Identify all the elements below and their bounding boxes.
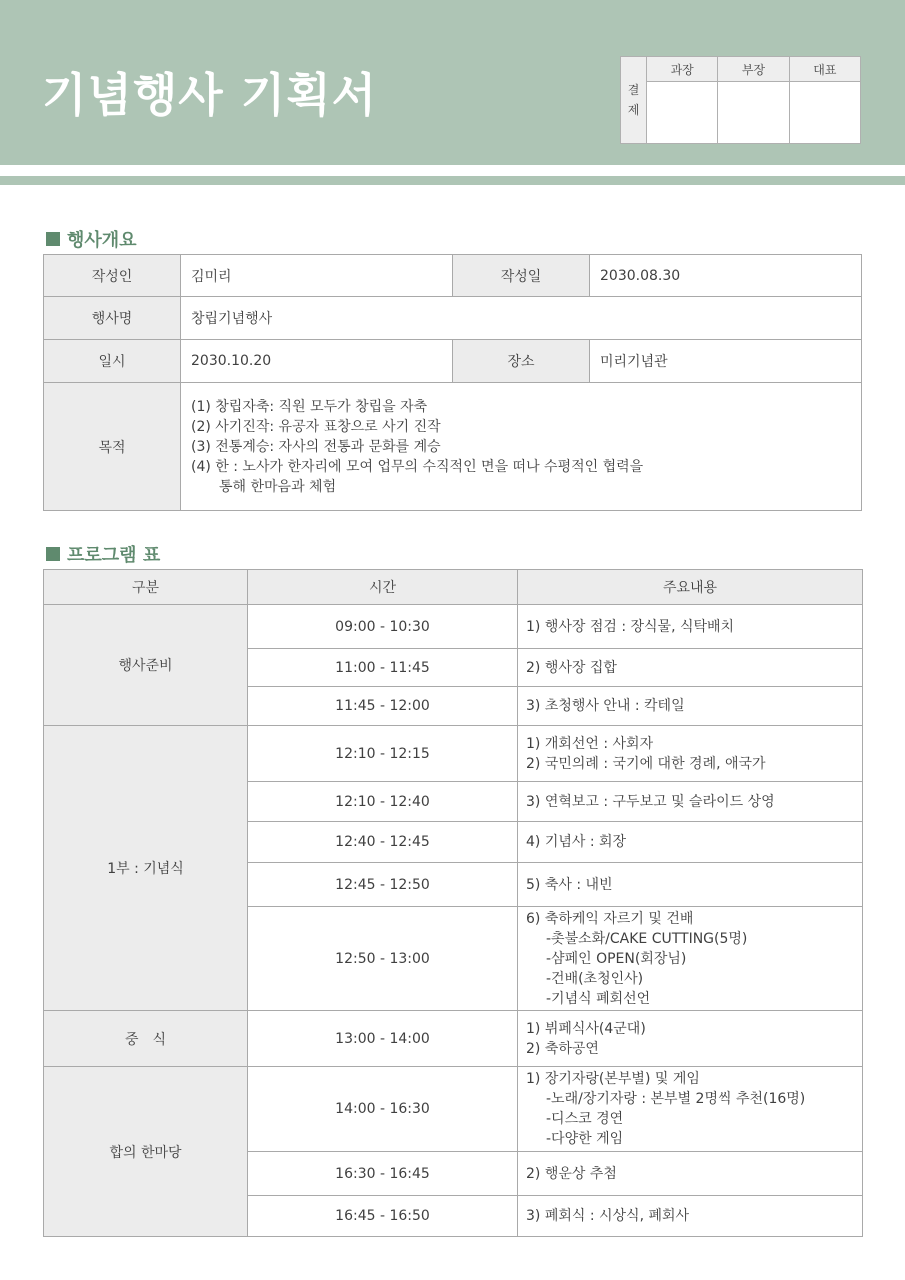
approval-box: [620, 56, 861, 144]
program-header-content: 주요내용: [518, 570, 863, 605]
content-cell: [518, 1196, 863, 1237]
purpose-item: (1) 창립자축: 직원 모두가 창립을 자축: [191, 398, 428, 415]
content-cell: [518, 1067, 863, 1152]
section-title-program: [46, 541, 160, 567]
approval-label-2: 제: [627, 103, 640, 117]
place-label: 장소: [453, 340, 590, 383]
category-cell: 행사준비: [44, 605, 248, 726]
program-table: [43, 569, 863, 1237]
content-line: -노래/장기자랑 : 본부별 2명씩 추천(16명): [546, 1091, 806, 1107]
time-cell: 16:30 - 16:45: [248, 1152, 518, 1196]
content-cell: [518, 1011, 863, 1067]
time-cell: 14:00 - 16:30: [248, 1067, 518, 1152]
content-line: 2) 축하공연: [526, 1040, 599, 1057]
approval-col-ceo: 대표: [789, 57, 860, 82]
square-bullet-icon: [46, 547, 60, 561]
purpose-item: (3) 전통계승: 자사의 전통과 문화를 계승: [191, 438, 441, 455]
event-name-label: 행사명: [44, 297, 181, 340]
content-cell: [518, 907, 863, 1011]
when-value: 2030.10.20: [181, 340, 453, 383]
table-row: [44, 1067, 863, 1152]
purpose-list: [181, 383, 862, 511]
content-line: 6) 축하케익 자르기 및 건배: [526, 910, 694, 927]
content-line: -기념식 폐회선언: [546, 990, 651, 1007]
time-cell: 12:50 - 13:00: [248, 907, 518, 1011]
category-cell: 1부 : 기념식: [44, 726, 248, 1011]
content-line: 3) 폐회식 : 시상식, 폐회사: [526, 1208, 690, 1224]
content-cell: [518, 649, 863, 687]
approval-sign-director[interactable]: [718, 82, 789, 144]
section-title-text: 행사개요: [67, 230, 137, 251]
content-cell: [518, 782, 863, 822]
purpose-item: 통해 한마음과 체험: [219, 478, 337, 495]
content-line: 2) 행운상 추첨: [526, 1165, 617, 1182]
time-cell: 12:10 - 12:15: [248, 726, 518, 782]
when-label: 일시: [44, 340, 181, 383]
date-value: 2030.08.30: [590, 255, 862, 297]
time-cell: 11:45 - 12:00: [248, 687, 518, 726]
content-line: 5) 축사 : 내빈: [526, 876, 613, 893]
approval-col-manager: 과장: [647, 57, 718, 82]
program-header-time: 시간: [248, 570, 518, 605]
content-line: 3) 초청행사 안내 : 칵테일: [526, 698, 685, 714]
purpose-item: (2) 사기진작: 유공자 표창으로 사기 진작: [191, 418, 441, 435]
content-line: 1) 행사장 점검 : 장식물, 식탁배치: [526, 618, 735, 635]
content-cell: [518, 822, 863, 863]
content-line: 1) 장기자랑(본부별) 및 게임: [526, 1071, 700, 1087]
category-cell: 합의 한마당: [44, 1067, 248, 1237]
time-cell: 13:00 - 14:00: [248, 1011, 518, 1067]
approval-col-director: 부장: [718, 57, 789, 82]
purpose-label: 목적: [44, 383, 181, 511]
time-cell: 09:00 - 10:30: [248, 605, 518, 649]
content-cell: [518, 1152, 863, 1196]
time-cell: 12:10 - 12:40: [248, 782, 518, 822]
table-row: [44, 726, 863, 782]
header-divider: [0, 176, 905, 185]
approval-label: [621, 57, 647, 144]
date-label: 작성일: [453, 255, 590, 297]
content-line: -디스코 경연: [546, 1111, 624, 1127]
section-title-overview: [46, 226, 137, 252]
time-cell: 12:40 - 12:45: [248, 822, 518, 863]
content-line: 1) 개회선언 : 사회자: [526, 735, 654, 752]
content-cell: [518, 726, 863, 782]
content-line: 2) 행사장 집합: [526, 659, 617, 676]
program-header-category: 구분: [44, 570, 248, 605]
section-title-text: 프로그램 표: [67, 545, 161, 566]
author-label: 작성인: [44, 255, 181, 297]
table-row: [44, 605, 863, 649]
content-line: 1) 뷔페식사(4군대): [526, 1020, 646, 1037]
content-line: 3) 연혁보고 : 구두보고 및 슬라이드 상영: [526, 793, 775, 810]
overview-table: [43, 254, 862, 511]
content-line: -촛불소화/CAKE CUTTING(5명): [546, 930, 748, 947]
time-cell: 11:00 - 11:45: [248, 649, 518, 687]
time-cell: 12:45 - 12:50: [248, 863, 518, 907]
content-line: 2) 국민의례 : 국기에 대한 경례, 애국가: [526, 755, 766, 772]
page-title: 기념행사 기획서: [42, 68, 378, 122]
content-line: -다양한 게임: [546, 1131, 624, 1147]
approval-label-1: 결: [627, 83, 640, 97]
place-value: 미리기념관: [590, 340, 862, 383]
approval-sign-ceo[interactable]: [789, 82, 860, 144]
square-bullet-icon: [46, 232, 60, 246]
content-line: -건배(초청인사): [546, 970, 644, 987]
author-value: 김미리: [181, 255, 453, 297]
approval-sign-manager[interactable]: [647, 82, 718, 144]
content-line: -샴페인 OPEN(회장님): [546, 950, 687, 967]
table-row: [44, 1011, 863, 1067]
event-name-value: 창립기념행사: [181, 297, 862, 340]
content-cell: [518, 605, 863, 649]
content-cell: [518, 863, 863, 907]
purpose-item: (4) 한 : 노사가 한자리에 모여 업무의 수직적인 면을 떠나 수평적인 협력을: [191, 458, 644, 475]
category-cell: 중 식: [44, 1011, 248, 1067]
content-line: 4) 기념사 : 회장: [526, 834, 627, 850]
content-cell: [518, 687, 863, 726]
time-cell: 16:45 - 16:50: [248, 1196, 518, 1237]
